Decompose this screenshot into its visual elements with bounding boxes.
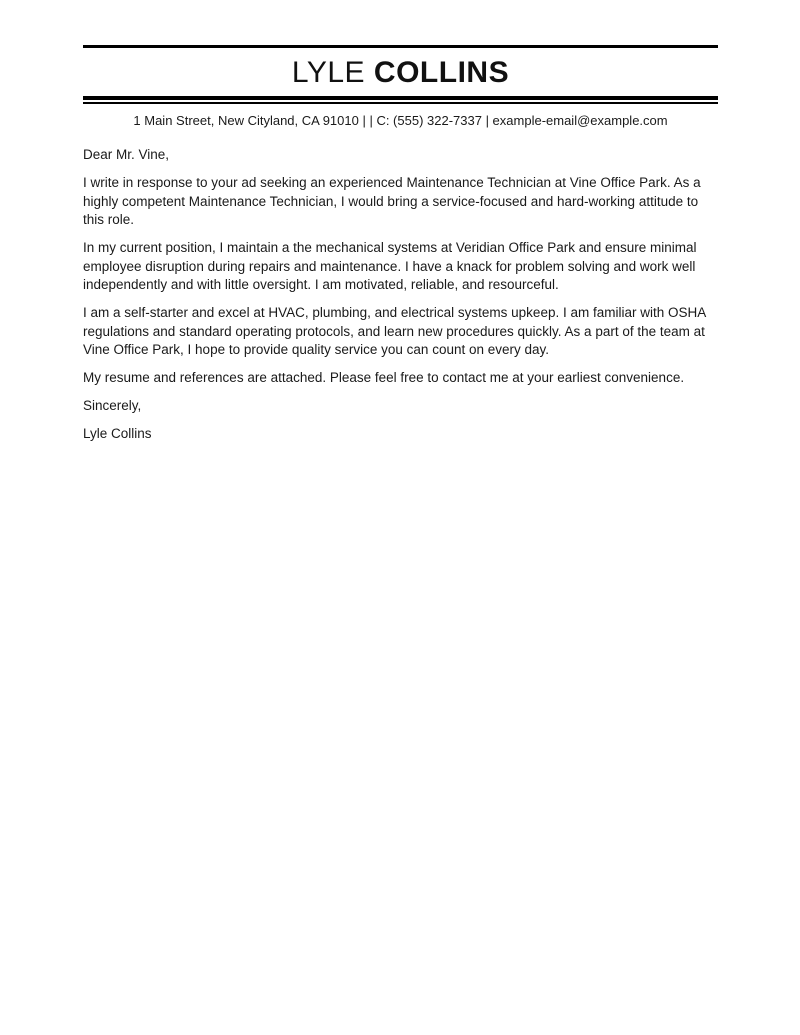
closing: Sincerely, bbox=[83, 398, 142, 413]
page-title bbox=[83, 48, 718, 96]
paragraph-current-position: In my current position, I maintain a the mechanical systems at Veridian Office Park and ensure minimal employee disruption during repairs and maintenance. I have a knack for problem solving and work well independently and with little oversight. I am motivated, reliable, and resourceful. bbox=[83, 240, 697, 292]
name-last: COLLINS bbox=[373, 56, 510, 89]
salutation: Dear Mr. Vine, bbox=[83, 147, 170, 162]
header-double-rule bbox=[83, 96, 718, 104]
paragraph-intro: I write in response to your ad seeking an experienced Maintenance Technician at Vine Office Park. As a highly competent Maintenance Technician, I would bring a service-focused and hard-working attitude to this role. bbox=[83, 175, 701, 227]
contact-info: 1 Main Street, New Cityland, CA 91010 | | C: (555) 322-7337 | example-email@example.com bbox=[133, 113, 668, 128]
paragraph-resume-attached: My resume and references are attached. Please feel free to contact me at your earliest convenience. bbox=[83, 370, 685, 385]
signature: Lyle Collins bbox=[83, 426, 152, 441]
paragraph-skills: I am a self-starter and excel at HVAC, plumbing, and electrical systems upkeep. I am familiar with OSHA regulations and standard operating protocols, and learn new procedures quickly. As a part of the team at Vine Office Park, I hope to provide quality service you can count on every day. bbox=[83, 305, 706, 357]
name-first: LYLE bbox=[291, 56, 366, 89]
letter-body bbox=[83, 146, 718, 444]
letter-header bbox=[83, 45, 718, 129]
